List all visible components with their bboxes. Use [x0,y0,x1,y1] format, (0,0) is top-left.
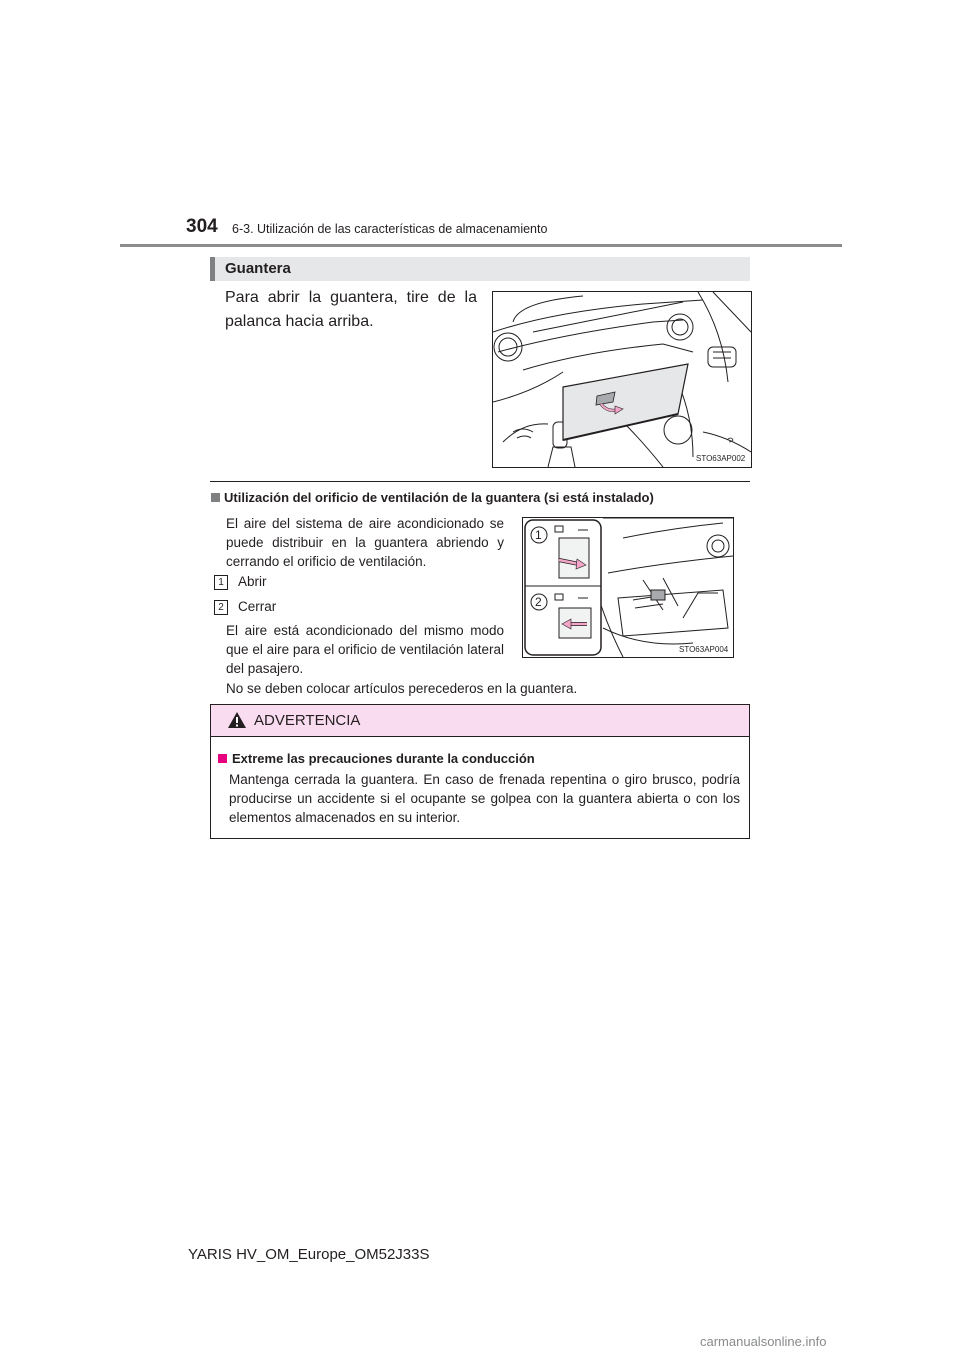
glovebox-illustration [493,292,751,467]
warning-subheading-text: Extreme las precauciones durante la conducción [232,751,535,766]
figure-code-2: STO63AP004 [679,645,729,654]
figure-callout-1: 1 [535,528,542,542]
instruction-line-2: palanca hacia arriba. [225,313,374,330]
step-close-label: Cerrar [238,599,277,614]
perishables-note: No se deben colocar artículos perecederos en la guantera. [226,681,578,696]
step-number-1: 1 [214,575,228,590]
vent-note: El aire está acondicionado del mismo modo que el aire para el orificio de ventilación lateral del pasajero. [226,623,504,676]
section-header: 6-3. Utilización de las características de almacenamiento [232,222,548,236]
vent-illustration [523,518,733,657]
watermark: carmanualsonline.info [700,1334,827,1349]
warning-text: Mantenga cerrada la guantera. En caso de frenada repentina o giro brusco, podría producirse un accidente si el ocupante se golpea con la guantera abierta o con los elementos almacenados en su interior. [229,772,740,825]
vent-subheading [211,490,654,505]
subsection-rule [210,481,750,482]
vent-description: El aire del sistema de aire acondicionado se puede distribuir en la guantera abriendo y cerrando el orificio de ventilación. [226,516,504,569]
square-bullet-icon [211,493,220,502]
guantera-title-bar [210,257,750,281]
step-number-2: 2 [214,600,228,615]
vent-heading-text: Utilización del orificio de ventilación de la guantera (si está instalado) [224,490,654,505]
footer-manual-id: YARIS HV_OM_Europe_OM52J33S [188,1246,430,1263]
figure-callout-2: 2 [535,595,542,609]
page-number: 304 [186,216,218,237]
warning-subheading [218,751,535,766]
warning-header [211,705,749,737]
step-open-label: Abrir [238,574,267,589]
warning-title: ADVERTENCIA [254,712,361,729]
vent-figure [522,517,734,658]
figure-code-1: STO63AP002 [696,454,746,463]
step-open [214,574,267,590]
instruction-line-1: Para abrir la guantera, tire de la [225,289,477,306]
pink-square-bullet-icon [218,754,227,763]
glovebox-figure [492,291,752,468]
warning-box [210,704,750,839]
title-bar-accent [210,257,215,281]
step-close [214,599,276,615]
header-rule [120,244,842,247]
warning-triangle-icon [227,711,247,729]
guantera-title: Guantera [225,260,291,277]
guantera-instruction [225,286,477,334]
